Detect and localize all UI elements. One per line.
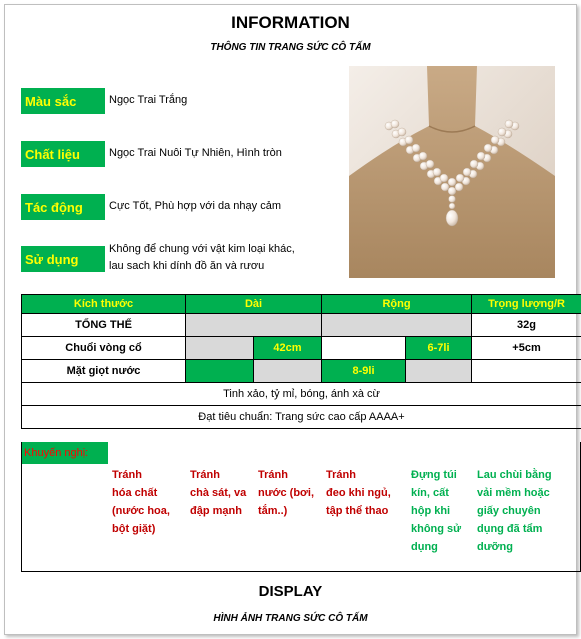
recommendation-item	[411, 466, 461, 556]
cell-length-pad	[186, 337, 254, 360]
rec-line: vải mềm hoặc	[477, 487, 550, 499]
rec-line: hóa chất	[112, 487, 158, 499]
cell-length-pad	[254, 360, 322, 383]
row-name: TỔNG THỂ	[22, 314, 186, 337]
rec-line: Tránh	[112, 469, 142, 481]
header-size: Kích thước	[22, 295, 186, 314]
rec-line: đeo khi ngủ,	[326, 487, 391, 499]
pearl-necklace-image	[349, 66, 555, 278]
header-length: Dài	[186, 295, 322, 314]
rec-line: Đựng túi	[411, 469, 457, 481]
rec-line: bột giặt)	[112, 523, 156, 535]
value-usage	[109, 241, 295, 275]
page-title: INFORMATION	[231, 13, 350, 32]
row-name: Chuổi vòng cổ	[22, 337, 186, 360]
table-row	[22, 314, 581, 337]
label-color: Màu sắc	[21, 88, 105, 114]
size-table	[21, 294, 581, 429]
page-subtitle: THÔNG TIN TRANG SỨC CÔ TẤM	[210, 42, 371, 53]
header-weight: Trọng lượng/R	[472, 295, 581, 314]
recommendation-item	[112, 466, 170, 538]
label-effect: Tác động	[21, 194, 105, 220]
document-page	[4, 4, 577, 635]
value-line: Không để chung với vật kim loại khác,	[109, 243, 295, 255]
rec-line: dụng	[411, 541, 438, 553]
value-line: lau sach khi dính đồ ăn và rươu	[109, 260, 265, 272]
cell-weight: 32g	[472, 314, 581, 337]
recommendation-item	[326, 466, 391, 520]
cell-weight	[472, 360, 581, 383]
rec-line: chà sát, va	[190, 487, 247, 499]
recommendations-area	[21, 442, 581, 572]
product-photo	[349, 66, 555, 278]
value-color	[109, 92, 187, 109]
recommendation-item	[258, 466, 314, 520]
recommendation-item	[477, 466, 552, 556]
rec-line: Tránh	[190, 469, 220, 481]
table-note-row	[22, 406, 581, 429]
rec-line: (nước hoa,	[112, 505, 170, 517]
display-subtitle: HÌNH ẢNH TRANG SỨC CÔ TẤM	[213, 613, 368, 624]
rec-line: hộp khi	[411, 505, 451, 517]
row-name: Mặt giọt nước	[22, 360, 186, 383]
cell-width	[322, 314, 472, 337]
rec-line: tắm..)	[258, 505, 288, 517]
rec-line: giấy chuyên	[477, 505, 541, 517]
note-standard: Đạt tiêu chuẩn: Trang sức cao cấp AAAA+	[22, 406, 581, 429]
cell-width-pad	[406, 360, 472, 383]
table-row	[22, 360, 581, 383]
recommendations-label: Khuyến nghị:	[22, 442, 108, 464]
recommendation-item	[190, 466, 246, 520]
cell-width: 8-9li	[322, 360, 406, 383]
cell-weight: +5cm	[472, 337, 581, 360]
header-width: Rộng	[322, 295, 472, 314]
value-line: Ngọc Trai Trắng	[109, 94, 188, 106]
table-note-row	[22, 383, 581, 406]
table-row	[22, 337, 581, 360]
table-header-row	[22, 295, 581, 314]
label-usage: Sử dụng	[21, 246, 105, 272]
value-effect	[109, 198, 281, 215]
label-material: Chất liệu	[21, 141, 105, 167]
rec-line: Tránh	[326, 469, 356, 481]
rec-line: không sử	[411, 523, 462, 535]
cell-length	[186, 360, 254, 383]
value-line: Cực Tốt, Phù hợp với da nhạy cảm	[109, 200, 281, 212]
cell-width-pad	[322, 337, 406, 360]
rec-line: đập mạnh	[190, 505, 242, 517]
rec-line: kín, cất	[411, 487, 449, 499]
value-material	[109, 145, 282, 162]
rec-line: dưỡng	[477, 541, 513, 553]
cell-length	[186, 314, 322, 337]
cell-length: 42cm	[254, 337, 322, 360]
rec-line: Tránh	[258, 469, 288, 481]
display-title: DISPLAY	[258, 583, 323, 600]
value-line: Ngọc Trai Nuôi Tự Nhiên, Hình tròn	[109, 147, 282, 159]
rec-line: tập thể thao	[326, 505, 389, 517]
rec-line: Lau chùi bằng	[477, 469, 552, 481]
note-quality: Tinh xảo, tỷ mỉ, bóng, ánh xà cừ	[22, 383, 581, 406]
rec-line: nước (bơi,	[258, 487, 314, 499]
rec-line: dụng đã tẩm	[477, 523, 543, 535]
cell-width: 6-7li	[406, 337, 472, 360]
